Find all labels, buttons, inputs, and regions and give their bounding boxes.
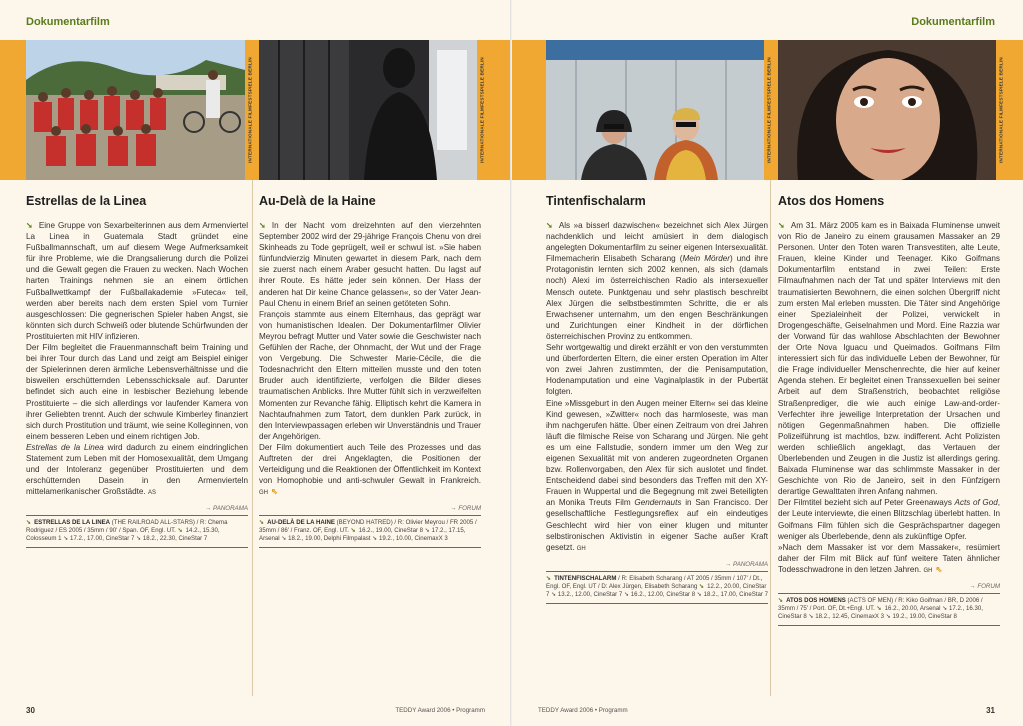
left-header — [0, 0, 511, 40]
photo-two-people — [546, 40, 764, 180]
article-atos — [778, 180, 1000, 626]
photo-credit-label: INTERNATIONALE FILMFESTSPIELE BERLIN — [998, 57, 1004, 163]
arrow-se-icon: ➘ — [26, 519, 32, 527]
arrow-se-icon: ➘ — [259, 519, 265, 527]
arrow-se-icon: ➘ — [259, 221, 266, 230]
left-footer — [0, 696, 511, 726]
column-divider — [770, 180, 771, 696]
arrow-se-icon: ➘ — [177, 527, 183, 535]
article-body: ➘ Am 31. März 2005 kam es in Baixada Fluminense unweit von Rio de Janeiro zu einem grausamen Massaker an 29 Personen. Unter den Toten waren Transvestiten, alte Leute, Frauen, kleine Kinder und Teenager. Kiko Goifmans Dokumentarfilm entstand in zwei Teilen: Erste Filmaufnahmen nach der Tat und später Interviews mit den traumatisierten Bewohnern, die einen solchen Übergriff nicht zum ersten Mal erleben mussten. Die Täter sind Angehörige einer Spezialeinheit der Polizei, verwickelt in Drogengeschäfte, Geiselnahmen und Mord. Eine Razzia war der Vorwand für das wahllose Abschlachten der Bewohner der Orte Nova Iguacu und Queimados. Goifmans Film interessiert sich für das individuelle Leben der Bewohner, für die Frage individueller Menschenrechte, die hier auf keiner Agenda stehen. Er begleitet einen Transsexuellen bei seiner Arbeit auf dem Straßenstrich, beobachtet religiöse Straßenprediger, die wie auch einige Law-and-order-Verfechter ihre jeweilige Interpretation der Ursachen und nötigen Gegenmaßnahmen haben. Die offizielle Polizeiführung ist machtlos, bzw. indifferent. Acht Polizisten werden schließlich angeklagt, das Vertauen der Überlebenden und Zeugen in die Justiz ist allerdings gering. Baixada Fluminense war das schlimmste Massaker in der Geschichte von Rio de Janeiro, seit in den Fünfzigern derartige Gewalttaten ihren Anfang nahmen. Der Filmtitel bezieht sich auf Peter Greenaways Acts of God, der Leute interviewte, die einen Blitzschlag überlebt hatten. In Goifmans Film fühlen sich die Gesprächspartner dagegen weniger als Überlebende, denn als zukünftige Opfer. »Nach dem Massaker ist vor dem Massaker«, resümiert daher der Film mit Blick auf fünf weitere Taten ähnlicher Todesschwadrone in den letzen Jahren. GH ⇖ — [778, 221, 1001, 574]
film-credits: ➘ TINTENFISCHALARM / R: Elisabeth Scharang / AT 2005 / 35mm / 107' / Dt., Engl. OF, Engl. UT / D: Alex Jürgen, Elisabeth Scharang ➘ 12.2., 20.00, CineStar 7 ➘ 13.2., 12.00, CineStar 7 ➘ 16.2., 12.00, CineStar 8 ➘ 18.2., 17.00, CineStar 7 — [546, 572, 768, 604]
photo-credit-label: INTERNATIONALE FILMFESTSPIELE BERLIN — [766, 57, 772, 163]
arrow-right-icon: → — [450, 505, 457, 513]
section-title: Dokumentarfilm — [26, 16, 110, 28]
right-footer — [512, 696, 1023, 726]
article-title: Tintenfischalarm — [546, 194, 646, 208]
arrow-right-icon: → — [725, 560, 732, 568]
arrow-right-icon: → — [969, 583, 976, 590]
page-number: 30 — [26, 706, 35, 715]
section-title: Dokumentarfilm — [911, 16, 995, 28]
arrow-se-icon: ➘ — [778, 221, 785, 230]
right-page — [512, 0, 1023, 726]
arrow-se-icon: ➘ — [26, 221, 33, 230]
article-au-dela — [259, 180, 481, 548]
film-credits: ➘ AU-DELÀ DE LA HAINE (BEYOND HATRED) / R: Olivier Meyrou / FR 2005 / 35mm / 86' / Franz. OF, Engl. UT. ➘ 16.2., 19.00, CineStar 8 ➘ 17.2., 17.15, Arsenal ➘ 18.2., 19.00, Delphi Filmpalast ➘ 19.2., 10.00, CinemaxX 3 — [259, 516, 481, 548]
arrow-se-icon: ➘ — [876, 605, 882, 612]
article-tintenfischalarm — [546, 180, 768, 604]
film-credits: ➘ ESTRELLAS DE LA LINEA (THE RAILROAD ALL-STARS) / R: Chema Rodriguez / ES 2005 / 35mm / 90' / Span. OF, Engl. UT. ➘ 14.2., 15.30, Colosseum 1 ➘ 17.2., 17.00, CineStar 7 ➘ 18.2., 22.30, CineStar 7 — [26, 516, 248, 548]
author-initials: GH — [576, 545, 586, 552]
article-body: ➘ In der Nacht vom dreizehnten auf den vierzehnten September 2002 wird der 29-jährige François Chenu von drei Skinheads zu Tode geprügelt, weil er schwul ist. »Sie haben fünfundvierzig Minuten gewartet in diesem Park, nach dem sie zuerst nach einem Araber gesucht hatten. Du lagst auf ihrer Route. Es hätte jeder sein können. Der Hass der anderen hat Dir keine Chance gelassen«, so der Vater Jean-Paul Chenu in einem Brief an seinen getöteten Sohn. François stammte aus einem Elternhaus, das geprägt war von humanistischen Idealen. Der Dokumentarfilmer Olivier Meyrou befragt Mutter und Vater sowie die Geschwister nach Gefühlen der Rache, der Ohnmacht, der Wut und der Frage von Vergebung. Die Schwester Marie-Cécile, die die Todesnachricht den Eltern mitteilen musste und den toten Bruder auch identifizierte, verfolgen die Bilder dieses traumatischen Anblicks. Ihre Mutter fühlt sich in verzweifelten Momenten zur Revanche fähig. Elliptisch kehrt die Kamera in Nachtaufnahmen zum Tatort, dem dunklen Park zurück, in den Interviewpassagen erleben wir Unverständnis und Trauer der Angehörigen. Der Film dokumentiert auch Teile des Prozesses und das Auftreten der drei Angeklagten, die Positionen der Verteidigung und die Reaktionen der Öffentlichkeit im Kontext von Homophobie und anti-schwuler Gewalt in Frankreich. GH ⇖ — [259, 221, 481, 497]
arrow-se-icon: ➘ — [778, 597, 784, 604]
article-body: ➘ Eine Gruppe von Sexarbeiterinnen aus dem Armenviertel La Linea in Guatemala Stadt gründet eine Fußballmannschaft, um auf diesem Wege Aufmerksamkeit für ihre Probleme, wie die Drangsalierung durch die Polizei und die Gewalt gegen die Frauen zu wecken. Nach Wochen harten Trainings nehmen sie an einem örtlichen Fußballwettkampf der Fußballakademie »Futeca« teil, werden aber bereits nach dem ersten Spiel vom Turnier ausgeschlossen: Die gegnerischen Spieler haben Angst, sie könnten sich durch Schweiß oder blutende Schürfwunden der Prostituierten mit HIV infizieren. Der Film begleitet die Frauenmannschaft beim Training und bei ihrer Tour durch das Land und zeigt am Beispiel einiger der Spielerinnen deren ärmliche Lebensverhältnisse und die bisweilen erschütternden Lebensschicksale auf. Darunter befindet sich auch eine in lesbischer Beziehung lebende Prostituierte – die sich allerdings vor laufender Kamera von ihrer Geliebten trennt. Auch der schwule Kimberley finanziert sich durch Prostitution und träumt, wie seine Kolleginnen, von einem besseren Leben und einem richtigen Job. Estrellas de la Linea wird dadurch zu einem eindringlichen Statement zum Leben mit der Homosexualität, dem Umgang und der Intoleranz gegenüber Prostituierten und dem erschütternden Dasein in den Armenvierteln mittelamerikanischer Großstädte. AS — [26, 221, 248, 497]
article-body: ➘ Als »a bisserl dazwischen« bezeichnet sich Alex Jürgen nachdenklich und leicht amüsiert in dem dialogisch angelegten Dokumentarfilm zu seiner eigenen Intersexualität. Filmemacherin Elisabeth Scharang (Mein Mörder) und ihre Protagonistin lernten sich 2002 kennen, als sich (damals noch) Alexi im österreichischen Radio als intersexueller Mensch outete. Punktgenau und sehr plastisch beschreibt Alex Jürgen die selbstbestimmten Schritte, die er als Erwachsener unternahm, um den engen Beschränkungen und Zurichtungen einer Kindheit in der dörflichen österreichischen Provinz zu entkommen. Sehr wortgewaltig und direkt erzählt er von den verstummten und überforderten Eltern, die einer ersten Operation im Alter von zwei Jahren zustimmten, der die Penisamputation, Hodenamputation und eine Vaginalplastik in der Pubertät folgten. Eine »Missgeburt in den Augen meiner Eltern« sei das kleine Kind gewesen, »Zwitter« noch das harmloseste, was man ihm nachgerufen hätte. Über einen Zeitraum von drei Jahren läuft die filmische Reise von Scharang und Jürgen. Nie geht es um eine Fallstudie, sondern immer um den Weg zur eigenen Sexualität mit von anderen zugeordneten Organen bzw. Rollenvorgaben, den Alex für sich auslotet und findet. Entscheidend dabei sind besonders das Treffen mit den XY-Frauen in Wuppertal und die Begegnung mit zwei Beteiligten an Monika Treuts Film Gendernauts in San Francisco. Der gesellschaftliche Festlegungsreflex auf ein eindeutiges Geschlecht wird hier von einer klugen und mitunter selbstironischen Aktivistin in eigener Sache außer Kraft gesetzt. GH — [546, 221, 768, 552]
arrow-nw-icon: ⇖ — [935, 564, 943, 574]
arrow-nw-icon: ⇖ — [271, 487, 278, 497]
article-title: Au-Delà de la Haine — [259, 194, 376, 208]
article-title: Atos dos Homens — [778, 194, 885, 208]
footer-program: TEDDY Award 2006 • Programm — [395, 707, 485, 714]
photo-football-team — [26, 40, 245, 180]
sidebar-label: → PANORAMA — [546, 561, 768, 572]
arrow-se-icon: ➘ — [546, 574, 552, 582]
left-page — [0, 0, 511, 726]
arrow-se-icon: ➘ — [350, 527, 356, 535]
author-initials: AS — [147, 490, 156, 497]
author-initials: GH — [259, 490, 268, 497]
page-number: 31 — [986, 706, 995, 715]
article-estrellas — [26, 180, 248, 548]
footer-program: TEDDY Award 2006 • Programm — [538, 707, 628, 714]
column-divider — [252, 180, 253, 696]
photo-portrait — [778, 40, 996, 180]
arrow-se-icon: ➘ — [546, 221, 553, 230]
photo-credit-label: INTERNATIONALE FILMFESTSPIELE BERLIN — [479, 57, 485, 163]
sidebar-label: → FORUM — [778, 583, 1000, 594]
film-credits: ➘ ATOS DOS HOMENS (ACTS OF MEN) / R: Kiko Goifman / BR, D 2006 / 35mm / 75' / Port. OF, Dt.+Engl. UT. ➘ 16.2., 20.00, Arsenal ➘ 17.2., 16.30, CineStar 8 ➘ 18.2., 12.45, CinemaxX 3 ➘ 19.2., 19.00, CineStar 8 — [778, 594, 1000, 626]
photo-credit-label: INTERNATIONALE FILMFESTSPIELE BERLIN — [247, 57, 253, 163]
sidebar-label: → PANORAMA — [26, 505, 248, 516]
arrow-right-icon: → — [205, 505, 212, 513]
arrow-se-icon: ➘ — [699, 582, 705, 590]
photo-silhouette — [259, 40, 477, 180]
article-title: Estrellas de la Linea — [26, 194, 147, 208]
author-initials: GH — [923, 567, 933, 574]
right-header — [512, 0, 1023, 40]
sidebar-label: → FORUM — [259, 505, 481, 516]
